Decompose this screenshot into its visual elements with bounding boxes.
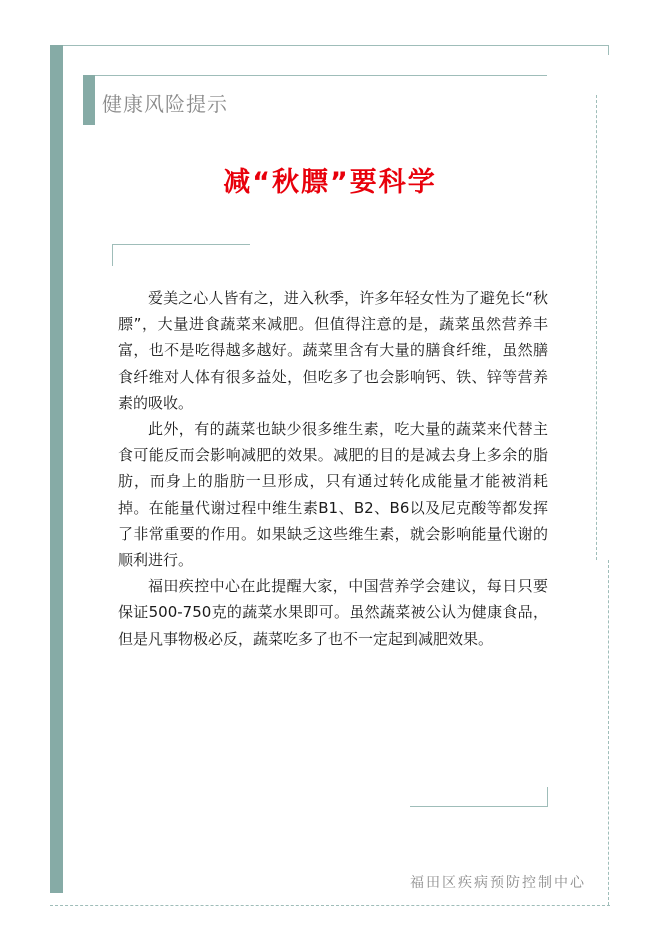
paragraph-2: 此外，有的蔬菜也缺少很多维生素，吃大量的蔬菜来代替主食可能反而会影响减肥的效果。减肥的目的是减去身上多余的脂肪，而身上的脂肪一旦形成，只有通过转化成能量才能被消耗掉。在能量代谢过程中维生素B1、B2、B6以及尼克酸等都发挥了非常重要的作用。如果缺乏这些维生素，就会影响能量代谢的顺利进行。: [118, 420, 548, 570]
bracket-bottom-right-horizontal: [410, 806, 548, 807]
header-top-line: [95, 75, 547, 76]
paragraph-3: 福田疾控中心在此提醒大家，中国营养学会建议，每日只要保证500-750克的蔬菜水果即可。虽然蔬菜被公认为健康食品，但是凡事物极必反，蔬菜吃多了也不一定起到减肥效果。: [118, 577, 548, 648]
bottom-dashed-border: [50, 905, 610, 906]
bracket-top-left-vertical: [112, 244, 113, 266]
top-right-tick: [608, 45, 609, 55]
article-body: [118, 285, 548, 652]
right-dashed-border-lower: [608, 560, 609, 905]
article-title: 减“秋膘”要科学: [223, 167, 437, 198]
bracket-top-left-horizontal: [112, 244, 250, 245]
paragraph-1: 爱美之心人皆有之，进入秋季，许多年轻女性为了避免长“秋膘”，大量进食蔬菜来减肥。但值得注意的是，蔬菜虽然营养丰富，也不是吃得越多越好。蔬菜里含有大量的膳食纤维，虽然膳食纤维对人体有很多益处，但吃多了也会影响钙、铁、锌等营养素的吸收。: [118, 289, 548, 412]
top-border-line: [63, 45, 609, 46]
footer-organization: 福田区疾病预防控制中心: [410, 875, 586, 891]
section-label: 健康风险提示: [102, 92, 228, 116]
header-accent-block: [83, 75, 95, 125]
bracket-bottom-right-vertical: [547, 787, 548, 807]
